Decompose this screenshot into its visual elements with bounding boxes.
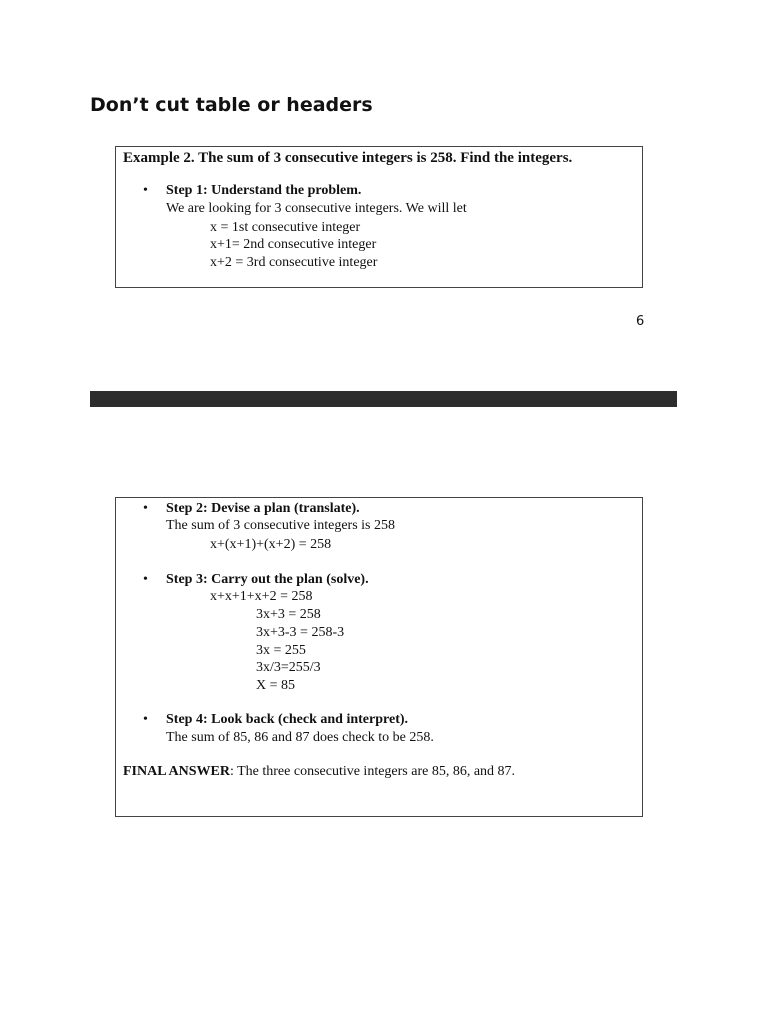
step-4-label: Step 4: Look back (check and interpret). — [166, 712, 409, 727]
page-break-bar — [90, 391, 677, 407]
step-2-line: x+(x+1)+(x+2) = 258 — [210, 537, 332, 552]
step-3-line: 3x = 255 — [256, 643, 306, 658]
step-3-line: X = 85 — [256, 678, 296, 693]
example-box-part-1 — [115, 146, 643, 288]
bullet-icon: • — [143, 183, 148, 198]
step-2-label: Step 2: Devise a plan (translate). — [166, 501, 360, 516]
bullet-icon: • — [143, 501, 148, 516]
step-1-line: x+1= 2nd consecutive integer — [210, 237, 377, 252]
step-3-line: x+x+1+x+2 = 258 — [210, 589, 313, 604]
step-4-intro: The sum of 85, 86 and 87 does check to be 258. — [166, 730, 434, 745]
final-answer-label: FINAL ANSWER — [123, 764, 230, 779]
step-1-line: x+2 = 3rd consecutive integer — [210, 255, 378, 270]
bullet-icon: • — [143, 572, 148, 587]
step-3-line: 3x/3=255/3 — [256, 660, 321, 675]
step-2-intro: The sum of 3 consecutive integers is 258 — [166, 518, 396, 533]
bullet-icon: • — [143, 712, 148, 727]
step-1-intro: We are looking for 3 consecutive integers. We will let — [166, 201, 467, 216]
step-1-label: Step 1: Understand the problem. — [166, 183, 362, 198]
final-answer-text: : The three consecutive integers are 85, 86, and 87. — [229, 764, 516, 779]
step-3-line: 3x+3-3 = 258-3 — [256, 625, 345, 640]
example-title: Example 2. The sum of 3 consecutive integers is 258. Find the integers. — [123, 150, 573, 166]
page-heading: Don’t cut table or headers — [90, 94, 373, 116]
final-answer — [123, 764, 515, 780]
step-3-label: Step 3: Carry out the plan (solve). — [166, 572, 369, 587]
step-1-line: x = 1st consecutive integer — [210, 220, 361, 235]
step-3-line: 3x+3 = 258 — [256, 607, 321, 622]
example-box-part-2 — [115, 497, 643, 817]
page-number: 6 — [636, 314, 645, 329]
